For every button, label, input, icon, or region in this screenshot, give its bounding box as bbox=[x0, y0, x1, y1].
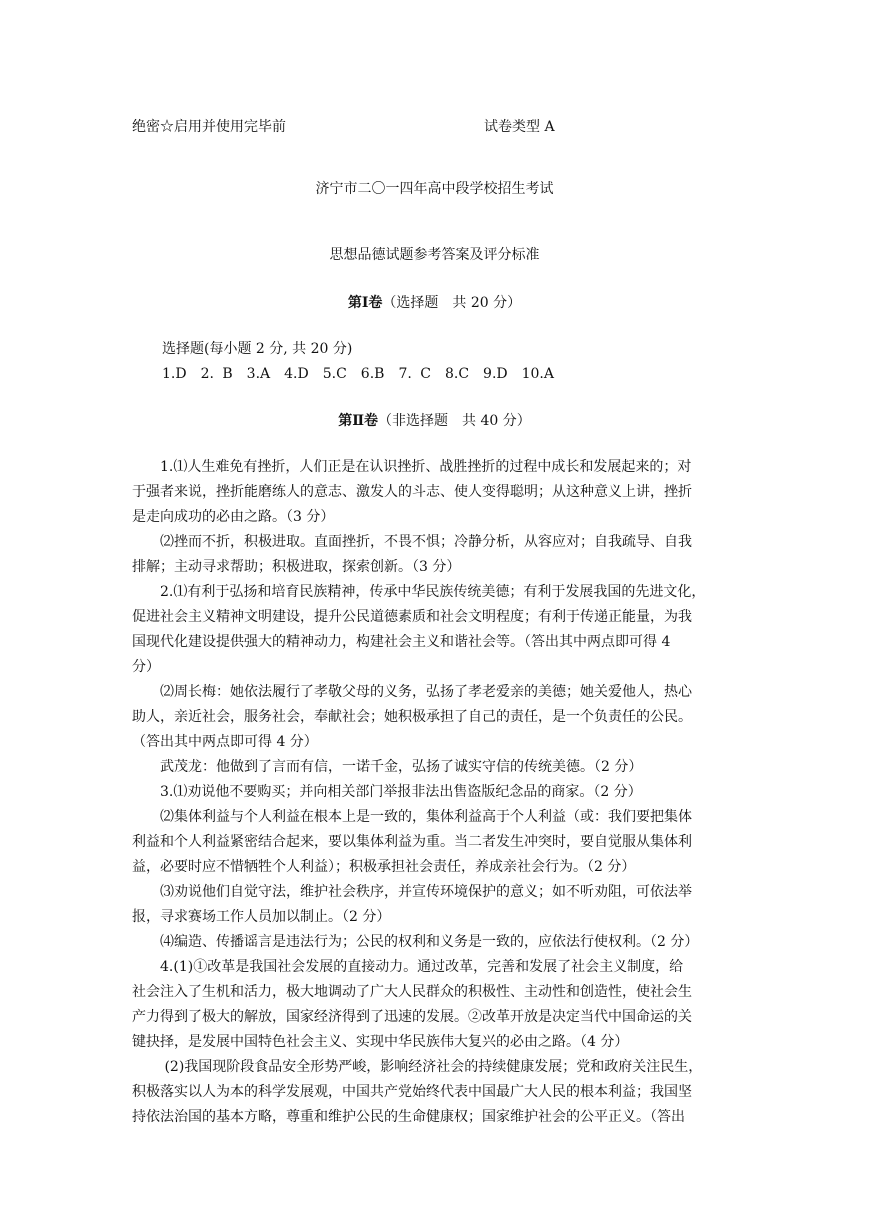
part1-heading bbox=[0, 292, 869, 312]
document-subtitle: 思想品德试题参考答案及评分标准 bbox=[329, 247, 540, 263]
body-line: 社会注入了生机和活力，极大地调动了广大人民群众的积极性、主动性和创造性，使社会生 bbox=[132, 984, 692, 1000]
body-line: 于强者来说，挫折能磨练人的意志、激发人的斗志、使人变得聪明；从这种意义上讲，挫折 bbox=[132, 484, 692, 500]
body-line: 国现代化建设提供强大的精神动力，构建社会主义和谐社会等。（答出其中两点即可得 4 bbox=[132, 634, 671, 650]
body-line: 报，寻求赛场工作人员加以制止。（2 分） bbox=[132, 909, 391, 925]
body-line: 2.⑴有利于弘扬和培育民族精神，传承中华民族传统美德；有利于发展我国的先进文化， bbox=[132, 584, 706, 600]
body-line: 4.(1)①改革是我国社会发展的直接动力。通过改革，完善和发展了社会主义制度，给 bbox=[132, 959, 684, 975]
paper-type-label: 试卷类型 A bbox=[484, 119, 555, 135]
body-line: ⑶劝说他们自觉守法，维护社会秩序，并宣传环境保护的意义；如不听劝阻，可依法举 bbox=[132, 884, 692, 900]
body-line: （答出其中两点即可得 4 分） bbox=[132, 734, 318, 750]
body-line: ⑵集体利益与个人利益在根本上是一致的，集体利益高于个人利益（或：我们要把集体 bbox=[132, 809, 692, 825]
body-line: 助人，亲近社会，服务社会，奉献社会；她积极承担了自己的责任，是一个负责任的公民。 bbox=[132, 709, 692, 725]
part1-answers: 1.D 2. B 3.A 4.D 5.C 6.B 7. C 8.C 9.D 10.A bbox=[162, 366, 554, 382]
body-line: 是走向成功的必由之路。（3 分） bbox=[132, 509, 335, 525]
part1-intro: 选择题(每小题 2 分, 共 20 分) bbox=[162, 341, 353, 357]
body-line: 1.⑴人生难免有挫折，人们正是在认识挫折、战胜挫折的过程中成长和发展起来的；对 bbox=[132, 459, 692, 475]
body-line: 促进社会主义精神文明建设，提升公民道德素质和社会文明程度；有利于传递正能量，为我 bbox=[132, 609, 692, 625]
body-line: (2)我国现阶段食品安全形势严峻，影响经济社会的持续健康发展；党和政府关注民生， bbox=[132, 1059, 703, 1075]
body-line: ⑷编造、传播谣言是违法行为；公民的权利和义务是一致的，应依法行使权利。（2 分） bbox=[132, 934, 699, 950]
part1-heading-rest: （选择题 共 20 分） bbox=[382, 295, 522, 311]
body-line: 益，必要时应不惜牺牲个人利益）；积极承担社会责任，养成亲社会行为。（2 分） bbox=[132, 859, 636, 875]
body-line: 持依法治国的基本方略，尊重和维护公民的生命健康权；国家维护社会的公平正义。（答出 bbox=[132, 1109, 685, 1125]
body-line: ⑵挫而不折，积极进取。直面挫折，不畏不惧；冷静分析，从容应对；自我疏导、自我 bbox=[132, 534, 692, 550]
body-line: 产力得到了极大的解放，国家经济得到了迅速的发展。②改革开放是决定当代中国命运的关 bbox=[132, 1009, 692, 1025]
body-line: ⑵周长梅：她依法履行了孝敬父母的义务，弘扬了孝老爱亲的美德；她关爱他人，热心 bbox=[132, 684, 692, 700]
confidential-label: 绝密☆启用并使用完毕前 bbox=[132, 119, 286, 135]
part2-heading bbox=[0, 410, 869, 430]
part2-heading-rest: （非选择题 共 40 分） bbox=[378, 413, 531, 429]
body-line: 利益和个人利益紧密结合起来，要以集体利益为重。当二者发生冲突时，要自觉服从集体利 bbox=[132, 834, 692, 850]
part1-heading-bold: 第Ⅰ卷 bbox=[347, 295, 383, 311]
body-line: 3.⑴劝说他不要购买；并向相关部门举报非法出售盗版纪念品的商家。（2 分） bbox=[132, 784, 642, 800]
body-line: 排解；主动寻求帮助；积极进取，探索创新。（3 分） bbox=[132, 559, 461, 575]
part2-heading-bold: 第Ⅱ卷 bbox=[338, 413, 379, 429]
body-line: 分） bbox=[132, 659, 160, 675]
body-line: 积极落实以人为本的科学发展观，中国共产党始终代表中国最广大人民的根本利益；我国坚 bbox=[132, 1084, 692, 1100]
body-line: 键抉择，是发展中国特色社会主义、实现中华民族伟大复兴的必由之路。（4 分） bbox=[132, 1034, 629, 1050]
body-line: 武茂龙：他做到了言而有信，一诺千金，弘扬了诚实守信的传统美德。（2 分） bbox=[132, 759, 643, 775]
document-title: 济宁市二〇一四年高中段学校招生考试 bbox=[315, 181, 554, 197]
